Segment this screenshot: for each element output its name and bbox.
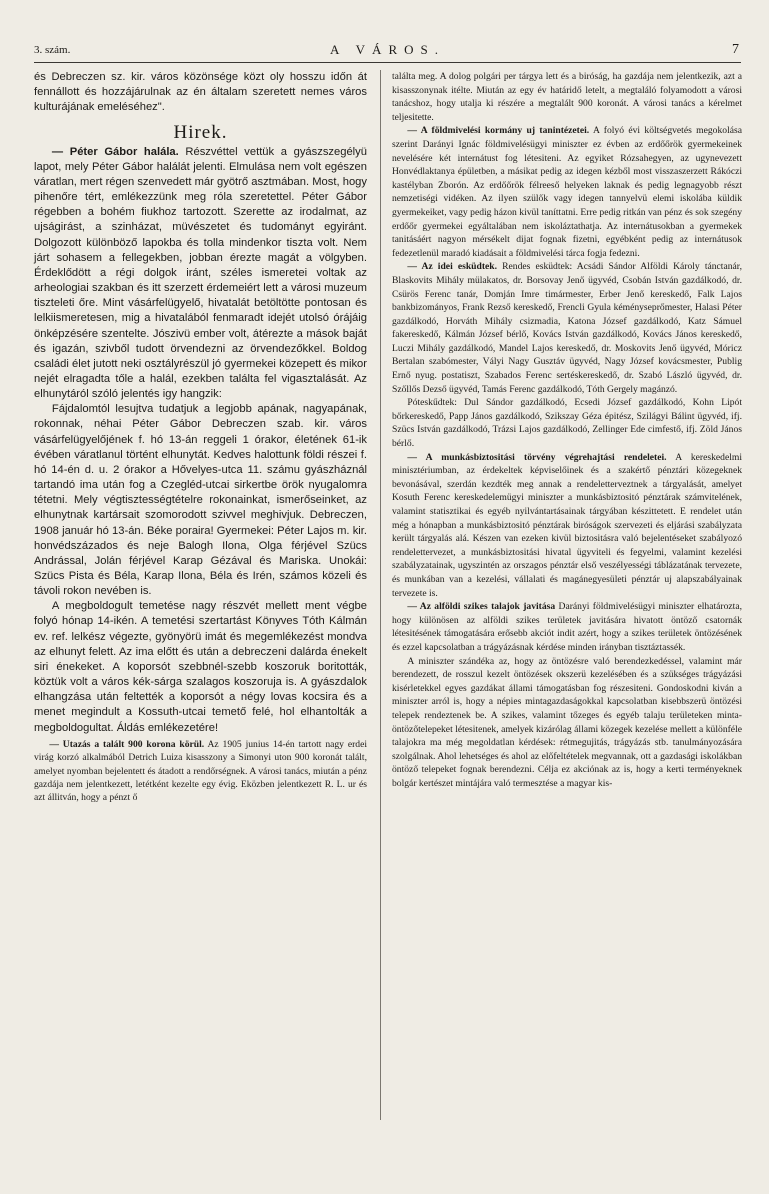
left-continuation-paragraph: és Debreczen sz. kir. város közönsége közt oly hosszu időn át fennállott és hozzájárulnak az én általam szeretett nemes város kulturájának emeléséhez". (34, 71, 367, 114)
article-worker-insurance (392, 451, 742, 601)
article-alkaline-soil-continued: A miniszter szándéka az, hogy az öntözésre való berendezkedéssel, valamint már berendezett, de rosszul kezelt öntözések okszerü kezelésében és a szükséges trágyázási kisérletekkel egyes gazdákat állami támogatásban fog részesiteni. Gondoskodni kiván a miniszter arról is, hogy a népies mintagazdaságokkal kapcsolatban kisebbszerü öntözési telepek rendeztenek be. A szikes, valamint tőzeges és egyéb talaju területeken minta-öntözőtelepeket létesitenek, amelyek kizárólag állami közegek kezelése mellett a különféle talajokra ma még megoldatlan kérdések: rétmegujitás, trágyázás stb. tanulmányozására szolgálnak. Ahol lehetséges és ahol az előfeltételek megvannak, ott a gazdasági iskolákban öntöző telepeket fognak berendezni. Célja ez akciónak az is, hogy a kerti terményeknek bolgár kertészet mintájára való termesztése a magyar kis- (392, 655, 742, 789)
funeral-report: A megboldogult temetése nagy részvét mellett ment végbe folyó hónap 14-ikén. A temetési szertartást Könyves Tóth Kálmán ev. ref. lelkész végezte, gyönyörü imát és megemlékezést mondva az elhunyt felett. Az ima előtt és után a debreczeni dalárda énekelt siri énekeket. A koporsót szebbnél-szebb koszoruk boritották, köztük volt a város kék-sárga szalagos koszoruja is. A gyászdalok elhangzása után feltették a koporsót a négy lovas kocsira és a menet megindult a Kossuth-utcai temető felé, hol elhantolták a megboldogultat. Áldás emlékezetére! (34, 600, 367, 734)
article-lead: — A munkásbiztositási törvény végrehajtási rendeletei. (407, 451, 667, 463)
newspaper-title: A VÁROS. (329, 42, 445, 57)
article-peter-gabor (34, 145, 367, 403)
left-column (34, 70, 367, 805)
article-found-money (34, 738, 367, 805)
article-body: A folyó évi költségvetés megokolása szerint Darányi Ignác földmivelésügyi miniszter ez évben az erdőőrök gyermekeinek nevelésére két internátust fog létesiteni. Az egyiket Rózsahegyen, az ugynevezett Honvédlaktanya épületben, a másikat pedig az idegen kézből most visszaszerzett Rákóczi kastélyban Zborón. Az erdőőrök félreeső helyeken laknak és pedig legnagyobb részt nemzetiségi vidéken. Az ilyen szülők vagy idegen tannyelvü elemi iskolába küldik gyermekeiket, vagy pedig házon kivül taníttatni. Erre pedig ritkán van pénz és sok szegény erdőőr gyermekei egyáltalában nem iskoláztathatja. Az internátusokban a gyermekek tanitásáért nagyon mérsékelt dijat fognak fizetni, egyébként pedig az internátusok fedezetlenül maradó kiadásait a földmivelési tárca fogja fedezni. (392, 125, 742, 259)
right-continuation-paragraph: találta meg. A dolog polgári per tárgya lett és a biróság, ha gazdája nem jelentkezik, azt a kisasszonynak itélte. Miután az egy év határidő letelt, a megtaláló folyamodott a városi tanácshoz, hogy utalja ki részére a megtalált 900 koronát. A városi tanács a kérelmet teljesitette. (392, 71, 742, 123)
article-body: Az 1905 junius 14-én tartott nagy erdei virág korzó alkalmából Detrich Luiza kisasszony a Simonyi uton 900 koronát talált, amelyet nyomban bejelentett és átadott a rendőrségnek. A városi tanács, miután a pénz gazdája nem jelentkezett, letétként kezelte egy évig. Eközben jelentkezett R. L. ur és azt állitván, hogy a pénzt ő (34, 738, 367, 804)
article-body: Részvéttel vettük a gyászszegélyü lapot, mely Péter Gábor halálát jelenti. Elmulása nem volt egészen váratlan, mert régen szenvedett már gyötrő asztmában. Most, hogy pihenőre tért, emlékezzünk meg róla szeretettel. Péter Gábor régebben a bohém fiukhoz tartozott. Szerette az irodalmat, az ujságirást, a szinházat, müvészetet és tudományt egyiránt. Dolgozott különböző lapokba és tolla mindenkor tiszta volt. Nem járt sohasem a fellegekben, jobban érezte magát a völgyben. Érdeklődött a régi dolgok iránt, széles ismeretei voltak az arheologiai szakban és itt szerzett érdemeiért lett a városi muzeum tiszteleti őre. Mint vásárfelügyelő, hivatalát betöltötte pontosan és lelkiismeretesen, mig a hivatalából fenmaradt idejét utolsó órájáig önképzésére szentelte. Jószivü ember volt, átérezte a mások baját és igazán, szivből tudott örvendezni az örvendezőkkel. Boldog családi élet jutott neki osztályrészül jó gyermekei közepett és mikor nejét elragadta tőle a halál, ezekben találta fel vigasztalását. Az elhunytáról szóló jelentés igy hangzik: (34, 145, 367, 401)
article-body: Rendes esküdtek: Acsádi Sándor Alföldi Károly tánctanár, Blaskovits Mihály mülakatos, dr. Borsovay Jenő ügyvéd, Csobán István gazdálkodó, dr. Csürös Ferenc tanár, Domján Imre timármester, Erber Jenő kereskedő, Falk Lajos bankbizományos, Frank Rezső kereskedő, Frencli Gyula kéményseprőmester, Halasi Péter gazdálkodó, Horváth Mihály csizmadia, Katona József gazdálkodó, Katz Sámuel fakereskedő, Kálmán József bérlő, Kovács István gazdálkodó, Kovács János kereskedő, Luczi Mihály gazdálkodó, Mandel Lajos kereskedő, dr. Moskovits Jenő ügyvéd, Móricz Bertalan szabómester, Vályi Nagy Gusztáv ügyvéd, Nagy József kovácsmester, Publig Ernő nyug. postatiszt, Szabados Ferenc sertéskereskedő, dr. Szabó László ügyvéd, dr. Szőllős Dezső ügyvéd, Tamás Ferenc gazdálkodó, Tóth Gergely magánzó. (392, 261, 742, 395)
article-alkaline-soil (392, 600, 742, 654)
column-divider (380, 70, 381, 1120)
article-agriculture-schools (392, 124, 742, 260)
article-lead: — Az alföldi szikes talajok javitása (407, 601, 556, 613)
article-lead: — Az idei esküdtek. (407, 261, 498, 273)
article-lead: — A földmivelési kormány uj tanintézetei. (407, 125, 590, 137)
right-column (392, 70, 742, 790)
news-heading: Hirek. (173, 122, 228, 144)
obituary-notice: Fájdalomtól lesujtva tudatjuk a legjobb apának, nagyapának, rokonnak, néhai Péter Gábor Debreczen szab. kir. város vásárfelügyelőjének f. hó 13-án reggeli 1 órakor, életének 61-ik évében váratlanul történt elhunytát. Kedves halottunk földi részei f. hó 14-én d. u. 2 órakor a Hővelyes-utca 11. számu gyászháznál tartandó ima után fog a Czegléd-utcai sirkertbe örök nyugalomra tétetni. Mely végtisztességtételre rokonainkat, ismerőseinket, az elhunytnak kartársait szomorodott szivvel meghivjuk. Debreczen, 1908 január hó 13-án. Béke poraira! Gyermekei: Péter Lajos m. kir. honvédszázados és neje Balogh Ilona, Olga férjével Szücs Andrással, Jolán férjével Karap Gézával és Mariska. Unokái: Szücs Pista és Béla, Karap Ilona, Béla és Irén, számos közeli és távoli rokon nevében is. (34, 403, 367, 598)
article-body: Darányi földmivelésügyi miniszter elhatározta, hogy különösen az alföldi szikes területek javitására hivatott öntöző csatornák létesitésének támogatására erősebb akciót indit azért, hogy a szikes területek öntözésének és ezzel kapcsolatban a trágyázásnak kérdése minden irányban tisztáztassék. (392, 601, 742, 653)
article-lead: — Péter Gábor halála. (51, 145, 179, 158)
substitute-jurors: Póteskűdtek: Dul Sándor gazdálkodó, Ecsedi József gazdálkodó, Kohn Lipót bőrkereskedő, Papp János gazdálkodó, Szikszay Géza épitész, Szilágyi Bálint ügyvéd, ifj. Szücs István gazdálkodó, Trázsi Lajos gazdálkodó, Zellinger Ede cimfestő, ifj. Zöld János bérlő. (392, 397, 742, 450)
issue-number: 3. szám. (34, 44, 71, 56)
article-lead: — Utazás a talált 900 korona körül. (49, 738, 205, 750)
page-header (34, 42, 741, 63)
page-number: 7 (732, 42, 739, 57)
article-body: A kereskedelmi minisztériumban, az érdekeltek képviselőinek és a szakértő pénztári közegeknek bevonásával, szerdán kezdték meg annak a rendeletterveztnek a tárgyalását, amelyet Kosuth Ferenc kereskedelemügyi miniszter a munkásbiztositó pénztárak számvitelének, valamint statisztikai és egyéb nyilvántartásainak tárgyában készittetett. E rendelet után még a hónapban a munkásbiztositó pénztárak biróságok szervezeti és eljárási szabályzata került tárgyalás alá. Készen van ezeken kivül biztositásra való bejelentéseket szabályozó rendelettervezet, a munkásbiztositási hivatal ügyviteli és fegyelmi, valamint kezelési szabályzatainak, ugyszintén az orszagos pénztár első veszélyességi táblázatának tervezete, és munkában van a kezelési, vállalati és magánegyesületi pénztár uj alapszabályainak tervezete is. (392, 451, 742, 599)
article-jurors (392, 260, 742, 396)
